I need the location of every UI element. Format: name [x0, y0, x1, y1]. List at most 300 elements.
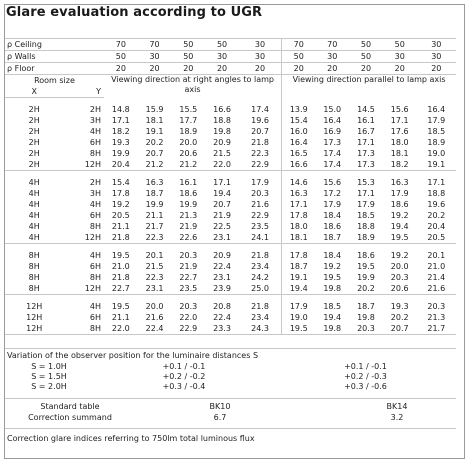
table-row	[5, 301, 456, 312]
ugr-value: 18.5	[427, 127, 446, 136]
ugr-value: 18.2	[383, 159, 417, 171]
ugr-value: 18.1	[282, 232, 316, 244]
table-row	[5, 210, 456, 221]
ugr-value: 22.0	[104, 323, 138, 335]
ugr-value: 18.7	[282, 261, 316, 272]
ugr-table	[5, 38, 456, 335]
room-x: 4H	[5, 232, 63, 244]
ugr-value: 13.9	[282, 104, 316, 115]
reflectance-value: 70	[315, 39, 349, 51]
ugr-value: 17.2	[323, 189, 342, 198]
ugr-value: 23.4	[251, 262, 269, 271]
ugr-value: 23.1	[205, 232, 239, 244]
ugr-value: 22.0	[179, 313, 198, 322]
ugr-value: 19.2	[111, 200, 130, 209]
ugr-value: 19.2	[323, 262, 342, 271]
room-x: 2H	[28, 116, 40, 125]
ugr-value: 21.8	[251, 138, 269, 147]
room-x: 2H	[28, 149, 40, 158]
reflectance-value: 50	[171, 39, 205, 51]
ugr-value: 20.1	[145, 251, 164, 260]
ugr-value: 21.0	[111, 262, 130, 271]
ugr-value: 22.7	[179, 273, 198, 282]
ugr-value: 25.0	[239, 283, 282, 295]
ugr-value: 19.5	[323, 273, 342, 282]
ugr-value: 19.8	[315, 283, 349, 295]
variation-right: +0.1 / -0.1	[344, 362, 387, 371]
ugr-value: 19.8	[357, 313, 375, 322]
ugr-value: 19.1	[282, 272, 316, 283]
reflectance-value: 30	[138, 51, 172, 63]
divider-variation	[5, 348, 456, 349]
ugr-value: 20.5	[417, 232, 456, 244]
ugr-value: 15.4	[111, 178, 130, 187]
room-y: 8H	[89, 273, 101, 282]
ugr-value: 21.0	[427, 262, 446, 271]
ugr-value: 16.5	[282, 148, 316, 159]
room-x: 8H	[28, 251, 40, 260]
ugr-value: 17.8	[282, 250, 316, 261]
ugr-value: 19.5	[111, 251, 130, 260]
ugr-value: 23.4	[251, 313, 269, 322]
ugr-value: 20.6	[383, 283, 417, 295]
ugr-value: 22.9	[251, 211, 269, 220]
ugr-value: 17.4	[251, 105, 269, 114]
ugr-value: 23.1	[138, 283, 172, 295]
ugr-value: 17.3	[349, 159, 383, 171]
ugr-value: 19.6	[251, 116, 269, 125]
room-y: 4H	[89, 127, 101, 136]
ugr-value: 15.6	[323, 178, 342, 187]
room-x: 8H	[5, 283, 63, 295]
ugr-value: 20.0	[179, 138, 198, 147]
ugr-value: 18.8	[357, 222, 375, 231]
ugr-value: 21.9	[179, 222, 198, 231]
ugr-value: 22.3	[138, 232, 172, 244]
ugr-value: 20.6	[179, 149, 198, 158]
room-y: 6H	[89, 211, 101, 220]
variation-left: +0.3 / -0.4	[162, 382, 206, 391]
ugr-value: 20.7	[383, 323, 417, 335]
table-row	[5, 104, 456, 115]
ugr-value: 19.2	[390, 211, 409, 220]
ugr-value: 16.9	[323, 127, 342, 136]
ugr-value: 21.2	[171, 159, 205, 171]
ugr-value: 18.8	[427, 189, 446, 198]
reflectance-value: 50	[171, 51, 205, 63]
reflectance-value: 30	[205, 51, 239, 63]
ugr-value: 19.9	[357, 273, 375, 282]
ugr-value: 15.3	[357, 178, 375, 187]
ugr-value: 18.6	[323, 222, 342, 231]
reflectance-value: 50	[104, 51, 138, 63]
ugr-value: 17.3	[323, 138, 342, 147]
ugr-value: 20.0	[390, 262, 409, 271]
ugr-value: 18.9	[179, 127, 198, 136]
ugr-value: 19.4	[282, 283, 316, 295]
ugr-value: 19.3	[390, 302, 409, 311]
ugr-value: 19.4	[213, 189, 231, 198]
ugr-value: 15.4	[282, 115, 316, 126]
variation-row	[5, 382, 456, 392]
room-y: 4H	[89, 200, 101, 209]
ugr-value: 16.0	[282, 126, 316, 137]
ugr-value: 23.9	[205, 283, 239, 295]
reflectance-row	[5, 39, 456, 51]
ugr-value: 16.3	[390, 178, 409, 187]
room-y: 8H	[89, 222, 101, 231]
ugr-value: 20.3	[390, 273, 409, 282]
ugr-value: 19.4	[323, 313, 342, 322]
ugr-value: 22.4	[138, 323, 172, 335]
ugr-value: 15.0	[323, 105, 342, 114]
room-x: 2H	[5, 159, 63, 171]
standard-table-label: Standard table	[40, 402, 100, 411]
ugr-value: 21.1	[111, 313, 130, 322]
room-y: 6H	[89, 138, 101, 147]
ugr-value: 17.1	[357, 189, 375, 198]
reflectance-label: ρ Walls	[5, 51, 104, 63]
ugr-value: 20.7	[251, 127, 269, 136]
ugr-value: 16.3	[282, 188, 316, 199]
ugr-value: 18.0	[390, 138, 409, 147]
variation-label: Variation of the observer position for the luminaire distances S	[7, 351, 259, 360]
ugr-value: 19.9	[111, 149, 130, 158]
ugr-value: 20.2	[145, 138, 164, 147]
ugr-value: 20.3	[349, 323, 383, 335]
ugr-value: 18.4	[323, 211, 342, 220]
ugr-value: 18.5	[323, 302, 342, 311]
ugr-value: 19.9	[179, 200, 198, 209]
variation-left: +0.1 / -0.1	[162, 362, 206, 371]
ugr-value: 14.6	[282, 177, 316, 188]
ugr-value: 15.5	[179, 105, 198, 114]
ugr-value: 18.4	[323, 251, 342, 260]
ugr-value: 18.7	[315, 232, 349, 244]
ugr-value: 17.9	[427, 116, 446, 125]
page-title: Glare evaluation according to UGR	[6, 5, 263, 20]
ugr-value: 20.4	[104, 159, 138, 171]
room-x: 4H	[28, 222, 40, 231]
table-row	[5, 283, 456, 295]
ugr-value: 22.7	[104, 283, 138, 295]
room-x: 2H	[28, 138, 40, 147]
ugr-value: 16.3	[145, 178, 164, 187]
ugr-value: 19.0	[282, 312, 316, 323]
reflectance-label: ρ Floor	[5, 63, 104, 75]
table-row	[5, 115, 456, 126]
ugr-value: 16.6	[213, 105, 231, 114]
room-x: 8H	[28, 262, 40, 271]
ugr-value: 19.3	[111, 138, 130, 147]
room-y: 3H	[89, 116, 101, 125]
reflectance-value: 70	[138, 39, 172, 51]
ugr-value: 18.6	[390, 200, 409, 209]
ugr-value: 23.5	[171, 283, 205, 295]
ugr-value: 21.1	[111, 222, 130, 231]
ugr-value: 24.1	[239, 232, 282, 244]
ugr-value: 18.6	[357, 251, 375, 260]
ugr-value: 22.3	[251, 149, 269, 158]
room-y: 2H	[89, 178, 101, 187]
ugr-value: 17.4	[323, 149, 342, 158]
ugr-value: 20.3	[179, 302, 198, 311]
ugr-value: 22.9	[239, 159, 282, 171]
ugr-value: 22.0	[205, 159, 239, 171]
ugr-value: 20.7	[213, 200, 231, 209]
table-row	[5, 159, 456, 171]
ugr-value: 24.3	[239, 323, 282, 335]
ugr-value: 21.1	[145, 211, 164, 220]
ugr-value: 17.8	[111, 189, 130, 198]
table-row	[5, 199, 456, 210]
variation-right: +0.3 / -0.6	[344, 382, 387, 391]
room-y: 3H	[89, 189, 101, 198]
table-row	[5, 323, 456, 335]
variation-s: S = 1.5H	[31, 372, 67, 381]
ugr-value: 18.9	[427, 138, 446, 147]
ugr-value: 19.4	[390, 222, 409, 231]
room-y: 2H	[89, 105, 101, 114]
ugr-value: 19.9	[145, 200, 164, 209]
divider-standard	[5, 398, 456, 399]
variation-row	[5, 372, 456, 382]
ugr-value: 21.9	[213, 211, 231, 220]
ugr-value: 17.1	[213, 178, 231, 187]
ugr-value: 19.5	[111, 302, 130, 311]
table-row	[5, 232, 456, 244]
view-header-row	[5, 75, 456, 87]
ugr-value: 14.8	[111, 105, 130, 114]
ugr-value: 21.6	[417, 283, 456, 295]
ugr-value: 19.8	[315, 323, 349, 335]
reflectance-value: 30	[383, 51, 417, 63]
room-x: 4H	[28, 178, 40, 187]
room-y: 12H	[63, 283, 104, 295]
reflectance-value: 50	[383, 39, 417, 51]
correction-right-value: 3.2	[390, 413, 404, 422]
ugr-value: 21.9	[179, 262, 198, 271]
ugr-value: 20.8	[213, 302, 231, 311]
ugr-value: 17.1	[427, 178, 446, 187]
table-row	[5, 250, 456, 261]
ugr-value: 18.5	[357, 211, 375, 220]
ugr-value: 15.6	[390, 105, 409, 114]
ugr-value: 19.8	[213, 127, 231, 136]
ugr-value: 16.1	[357, 116, 375, 125]
ugr-value: 17.9	[357, 200, 375, 209]
room-y: 4H	[89, 251, 101, 260]
ugr-value: 21.6	[145, 313, 164, 322]
room-y: 4H	[89, 302, 101, 311]
ugr-value: 17.4	[315, 159, 349, 171]
ugr-value: 18.8	[213, 116, 231, 125]
reflectance-value: 50	[349, 39, 383, 51]
ugr-value: 16.4	[282, 137, 316, 148]
reflectance-value: 30	[239, 51, 282, 63]
reflectance-value: 20	[138, 63, 172, 75]
ugr-value: 21.5	[213, 149, 231, 158]
table-row	[5, 188, 456, 199]
view-parallel-label: Viewing direction parallel to lamp axis	[282, 75, 456, 98]
table-row	[5, 221, 456, 232]
reflectance-value: 20	[171, 63, 205, 75]
ugr-value: 17.1	[111, 116, 130, 125]
table-row	[5, 261, 456, 272]
reflectance-value: 20	[282, 63, 316, 75]
ugr-value: 19.5	[357, 262, 375, 271]
ugr-value: 21.2	[138, 159, 172, 171]
room-y: 12H	[63, 159, 104, 171]
reflectance-value: 30	[417, 51, 456, 63]
table-row	[5, 137, 456, 148]
standard-right-value: BK14	[386, 402, 408, 411]
ugr-value: 20.2	[427, 211, 446, 220]
ugr-value: 18.6	[179, 189, 198, 198]
ugr-value: 21.7	[417, 323, 456, 335]
ugr-value: 20.9	[213, 251, 231, 260]
reflectance-value: 20	[383, 63, 417, 75]
ugr-value: 22.5	[213, 222, 231, 231]
ugr-value: 22.3	[145, 273, 164, 282]
ugr-value: 19.5	[383, 232, 417, 244]
variation-row	[5, 362, 456, 372]
ugr-value: 16.7	[357, 127, 375, 136]
ugr-value: 19.1	[417, 159, 456, 171]
reflectance-value: 30	[239, 39, 282, 51]
ugr-value: 19.2	[390, 251, 409, 260]
variation-right: +0.2 / -0.3	[344, 372, 387, 381]
ugr-value: 19.5	[282, 323, 316, 335]
ugr-value: 21.5	[145, 262, 164, 271]
ugr-value: 20.3	[427, 302, 446, 311]
footnote: Correction glare indices referring to 750lm total luminous flux	[7, 434, 255, 443]
ugr-value: 15.9	[145, 105, 164, 114]
ugr-value: 23.5	[251, 222, 269, 231]
reflectance-value: 30	[315, 51, 349, 63]
ugr-value: 18.7	[357, 302, 375, 311]
reflectance-row	[5, 51, 456, 63]
room-x: 4H	[28, 189, 40, 198]
ugr-value: 20.7	[145, 149, 164, 158]
reflectance-row	[5, 63, 456, 75]
ugr-value: 21.8	[111, 273, 130, 282]
reflectance-value: 20	[239, 63, 282, 75]
ugr-value: 17.9	[282, 301, 316, 312]
room-y: 12H	[63, 232, 104, 244]
ugr-value: 19.6	[427, 200, 446, 209]
room-x: 12H	[5, 323, 63, 335]
ugr-value: 18.9	[349, 232, 383, 244]
table-row	[5, 148, 456, 159]
ugr-value: 21.3	[179, 211, 198, 220]
room-x: 12H	[26, 313, 43, 322]
ugr-value: 17.9	[323, 200, 342, 209]
x-label: X	[5, 86, 63, 98]
divider-footnote	[5, 428, 456, 429]
variation-s: S = 1.0H	[31, 362, 67, 371]
ugr-value: 20.1	[427, 251, 446, 260]
ugr-value: 19.0	[427, 149, 446, 158]
table-row	[5, 126, 456, 137]
room-y: 8H	[63, 323, 104, 335]
ugr-value: 20.3	[179, 251, 198, 260]
ugr-value: 18.7	[145, 189, 164, 198]
reflectance-value: 20	[315, 63, 349, 75]
ugr-value: 22.4	[213, 262, 231, 271]
table-row	[5, 272, 456, 283]
reflectance-value: 20	[104, 63, 138, 75]
ugr-value: 17.7	[179, 116, 198, 125]
room-y: 8H	[89, 149, 101, 158]
table-row	[5, 177, 456, 188]
reflectance-value: 50	[282, 51, 316, 63]
ugr-value: 17.9	[390, 189, 409, 198]
ugr-value: 21.3	[427, 313, 446, 322]
ugr-value: 20.9	[213, 138, 231, 147]
ugr-value: 16.6	[282, 159, 316, 171]
ugr-value: 17.1	[282, 199, 316, 210]
ugr-value: 20.0	[145, 302, 164, 311]
reflectance-value: 20	[417, 63, 456, 75]
reflectance-value: 50	[205, 39, 239, 51]
room-x: 4H	[28, 200, 40, 209]
ugr-value: 21.7	[145, 222, 164, 231]
ugr-value: 20.5	[111, 211, 130, 220]
variation-s: S = 2.0H	[31, 382, 67, 391]
view-right-angles-label: Viewing direction at right angles to lamp axis	[104, 75, 282, 98]
ugr-value: 16.4	[323, 116, 342, 125]
ugr-value: 22.9	[171, 323, 205, 335]
ugr-value: 17.1	[390, 116, 409, 125]
y-label: Y	[63, 86, 104, 98]
ugr-value: 17.6	[390, 127, 409, 136]
room-x: 8H	[28, 273, 40, 282]
room-size-label: Room size	[5, 75, 104, 87]
room-x: 4H	[28, 211, 40, 220]
reflectance-value: 70	[282, 39, 316, 51]
ugr-value: 18.0	[282, 221, 316, 232]
ugr-value: 24.2	[251, 273, 269, 282]
room-y: 6H	[89, 262, 101, 271]
reflectance-value: 20	[349, 63, 383, 75]
table-row	[5, 312, 456, 323]
ugr-value: 20.2	[349, 283, 383, 295]
ugr-value: 18.1	[145, 116, 164, 125]
correction-summand-label: Correction summand	[28, 413, 112, 422]
ugr-value: 17.3	[357, 149, 375, 158]
room-y: 6H	[89, 313, 101, 322]
room-x: 12H	[26, 302, 43, 311]
reflectance-label: ρ Ceiling	[5, 39, 104, 51]
ugr-value: 17.8	[282, 210, 316, 221]
ugr-value: 21.4	[427, 273, 446, 282]
reflectance-value: 30	[417, 39, 456, 51]
reflectance-value: 20	[205, 63, 239, 75]
reflectance-value: 70	[104, 39, 138, 51]
ugr-value: 19.1	[145, 127, 164, 136]
ugr-value: 22.4	[213, 313, 231, 322]
room-x: 2H	[28, 127, 40, 136]
variation-left: +0.2 / -0.2	[162, 372, 206, 381]
ugr-value: 20.3	[251, 189, 269, 198]
ugr-value: 14.5	[357, 105, 375, 114]
standard-left-value: BK10	[209, 402, 231, 411]
ugr-value: 22.6	[171, 232, 205, 244]
ugr-value: 21.6	[251, 200, 269, 209]
ugr-value: 16.1	[179, 178, 198, 187]
ugr-value: 23.1	[213, 273, 231, 282]
